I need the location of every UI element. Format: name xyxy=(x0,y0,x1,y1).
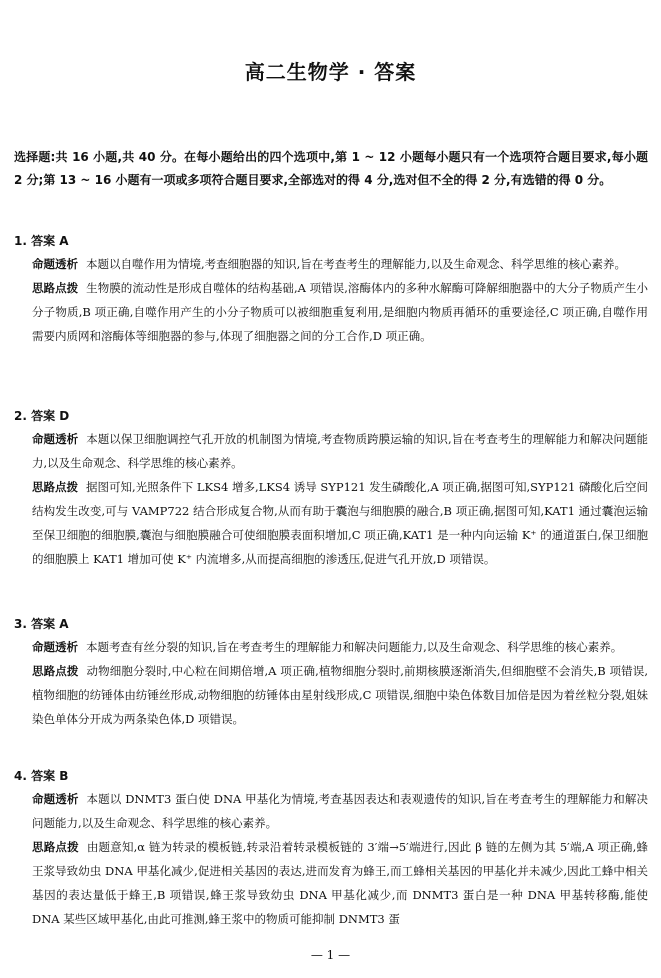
page-number: — 1 — xyxy=(310,948,351,962)
analysis-paragraph xyxy=(32,635,648,659)
hint-label: 思路点拨 xyxy=(32,840,79,854)
answer-heading: 4. 答案 B xyxy=(14,769,69,783)
question-1 xyxy=(14,230,648,348)
section-instructions: 选择题:共 16 小题,共 40 分。在每小题给出的四个选项中,第 1 ~ 12 小题每小题只有一个选项符合题目要求,每小题 2 分;第 13 ~ 16 小题有一项或多项符合题目要求,全部选对的得 4 分,选对但不全的得 2 分,有选错的得 0 分。 xyxy=(14,150,648,187)
analysis-paragraph xyxy=(32,427,648,475)
hint-paragraph xyxy=(32,835,648,931)
hint-paragraph xyxy=(32,659,648,731)
hint-label: 思路点拨 xyxy=(32,281,79,295)
analysis-label: 命题透析 xyxy=(32,432,79,446)
hint-paragraph xyxy=(32,276,648,348)
hint-label: 思路点拨 xyxy=(32,664,79,678)
question-4 xyxy=(14,765,648,931)
answer-heading: 2. 答案 D xyxy=(14,409,70,423)
question-2 xyxy=(14,405,648,571)
hint-text: 由题意知,α 链为转录的模板链,转录沿着转录模板链的 3′端→5′端进行,因此 β 链的左侧为其 5′端,A 项正确,蜂王浆导致幼虫 DNA 甲基化减少,促进相关基因的表达,进而发育为蜂王,而工蜂相关基因的甲基化并未减少,因此工蜂中相关基因的表达量低于蜂王,B 项错误,蜂王浆导致幼虫 DNA 甲基化减少,而 DNMT3 蛋白是一种 DNA 甲基转移酶,能使 DNA 某些区域甲基化,由此可推测,蜂王浆中的物质可能抑制 DNMT3 蛋 xyxy=(32,840,648,926)
analysis-text: 本题以保卫细胞调控气孔开放的机制图为情境,考查物质跨膜运输的知识,旨在考查考生的理解能力和解决问题能力,以及生命观念、科学思维的核心素养。 xyxy=(32,432,648,470)
hint-paragraph xyxy=(32,475,648,571)
answer-heading: 1. 答案 A xyxy=(14,234,69,248)
hint-text: 据图可知,光照条件下 LKS4 增多,LKS4 诱导 SYP121 发生磷酸化,A 项正确,据图可知,SYP121 磷酸化后空间结构发生改变,可与 VAMP722 结合形成复合物,从而有助于囊泡与细胞膜的融合,B 项正确,据图可知,KAT1 通过囊泡运输至保卫细胞的细胞膜,囊泡与细胞膜融合可使细胞膜表面积增加,C 项正确,KAT1 是一种内向运输 K⁺ 的通道蛋白,保卫细胞的细胞膜上 KAT1 增加可使 K⁺ 内流增多,从而提高细胞的渗透压,促进气孔开放,D 项错误。 xyxy=(32,480,648,566)
analysis-text: 本题以 DNMT3 蛋白使 DNA 甲基化为情境,考查基因表达和表观遗传的知识,旨在考查考生的理解能力和解决问题能力,以及生命观念、科学思维的核心素养。 xyxy=(32,792,649,830)
analysis-label: 命题透析 xyxy=(32,792,79,806)
answer-heading: 3. 答案 A xyxy=(14,617,69,631)
hint-label: 思路点拨 xyxy=(32,480,79,494)
analysis-text: 本题以自噬作用为情境,考查细胞器的知识,旨在考查考生的理解能力,以及生命观念、科学思维的核心素养。 xyxy=(86,257,626,271)
analysis-label: 命题透析 xyxy=(32,640,78,654)
analysis-paragraph xyxy=(32,252,648,276)
analysis-label: 命题透析 xyxy=(32,257,78,271)
page-title: 高二生物学 · 答案 xyxy=(244,60,417,84)
analysis-paragraph xyxy=(32,787,648,835)
analysis-text: 本题考查有丝分裂的知识,旨在考查考生的理解能力和解决问题能力,以及生命观念、科学思维的核心素养。 xyxy=(86,640,623,654)
hint-text: 动物细胞分裂时,中心粒在间期倍增,A 项正确,植物细胞分裂时,前期核膜逐渐消失,但细胞壁不会消失,B 项错误,植物细胞的纺锤体由纺锤丝形成,动物细胞的纺锤体由星射线形成,C 项错误,细胞中染色体数目加倍是因为着丝粒分裂,姐妹染色单体分开成为两条染色体,D 项错误。 xyxy=(32,664,649,726)
question-3 xyxy=(14,613,648,731)
hint-text: 生物膜的流动性是形成自噬体的结构基础,A 项错误,溶酶体内的多种水解酶可降解细胞器中的大分子物质产生小分子物质,B 项正确,自噬作用产生的小分子物质可以被细胞重复利用,是细胞内物质再循环的重要途径,C 项正确,自噬作用需要内质网和溶酶体等细胞器的参与,体现了细胞器之间的分工合作,D 项正确。 xyxy=(32,281,648,343)
